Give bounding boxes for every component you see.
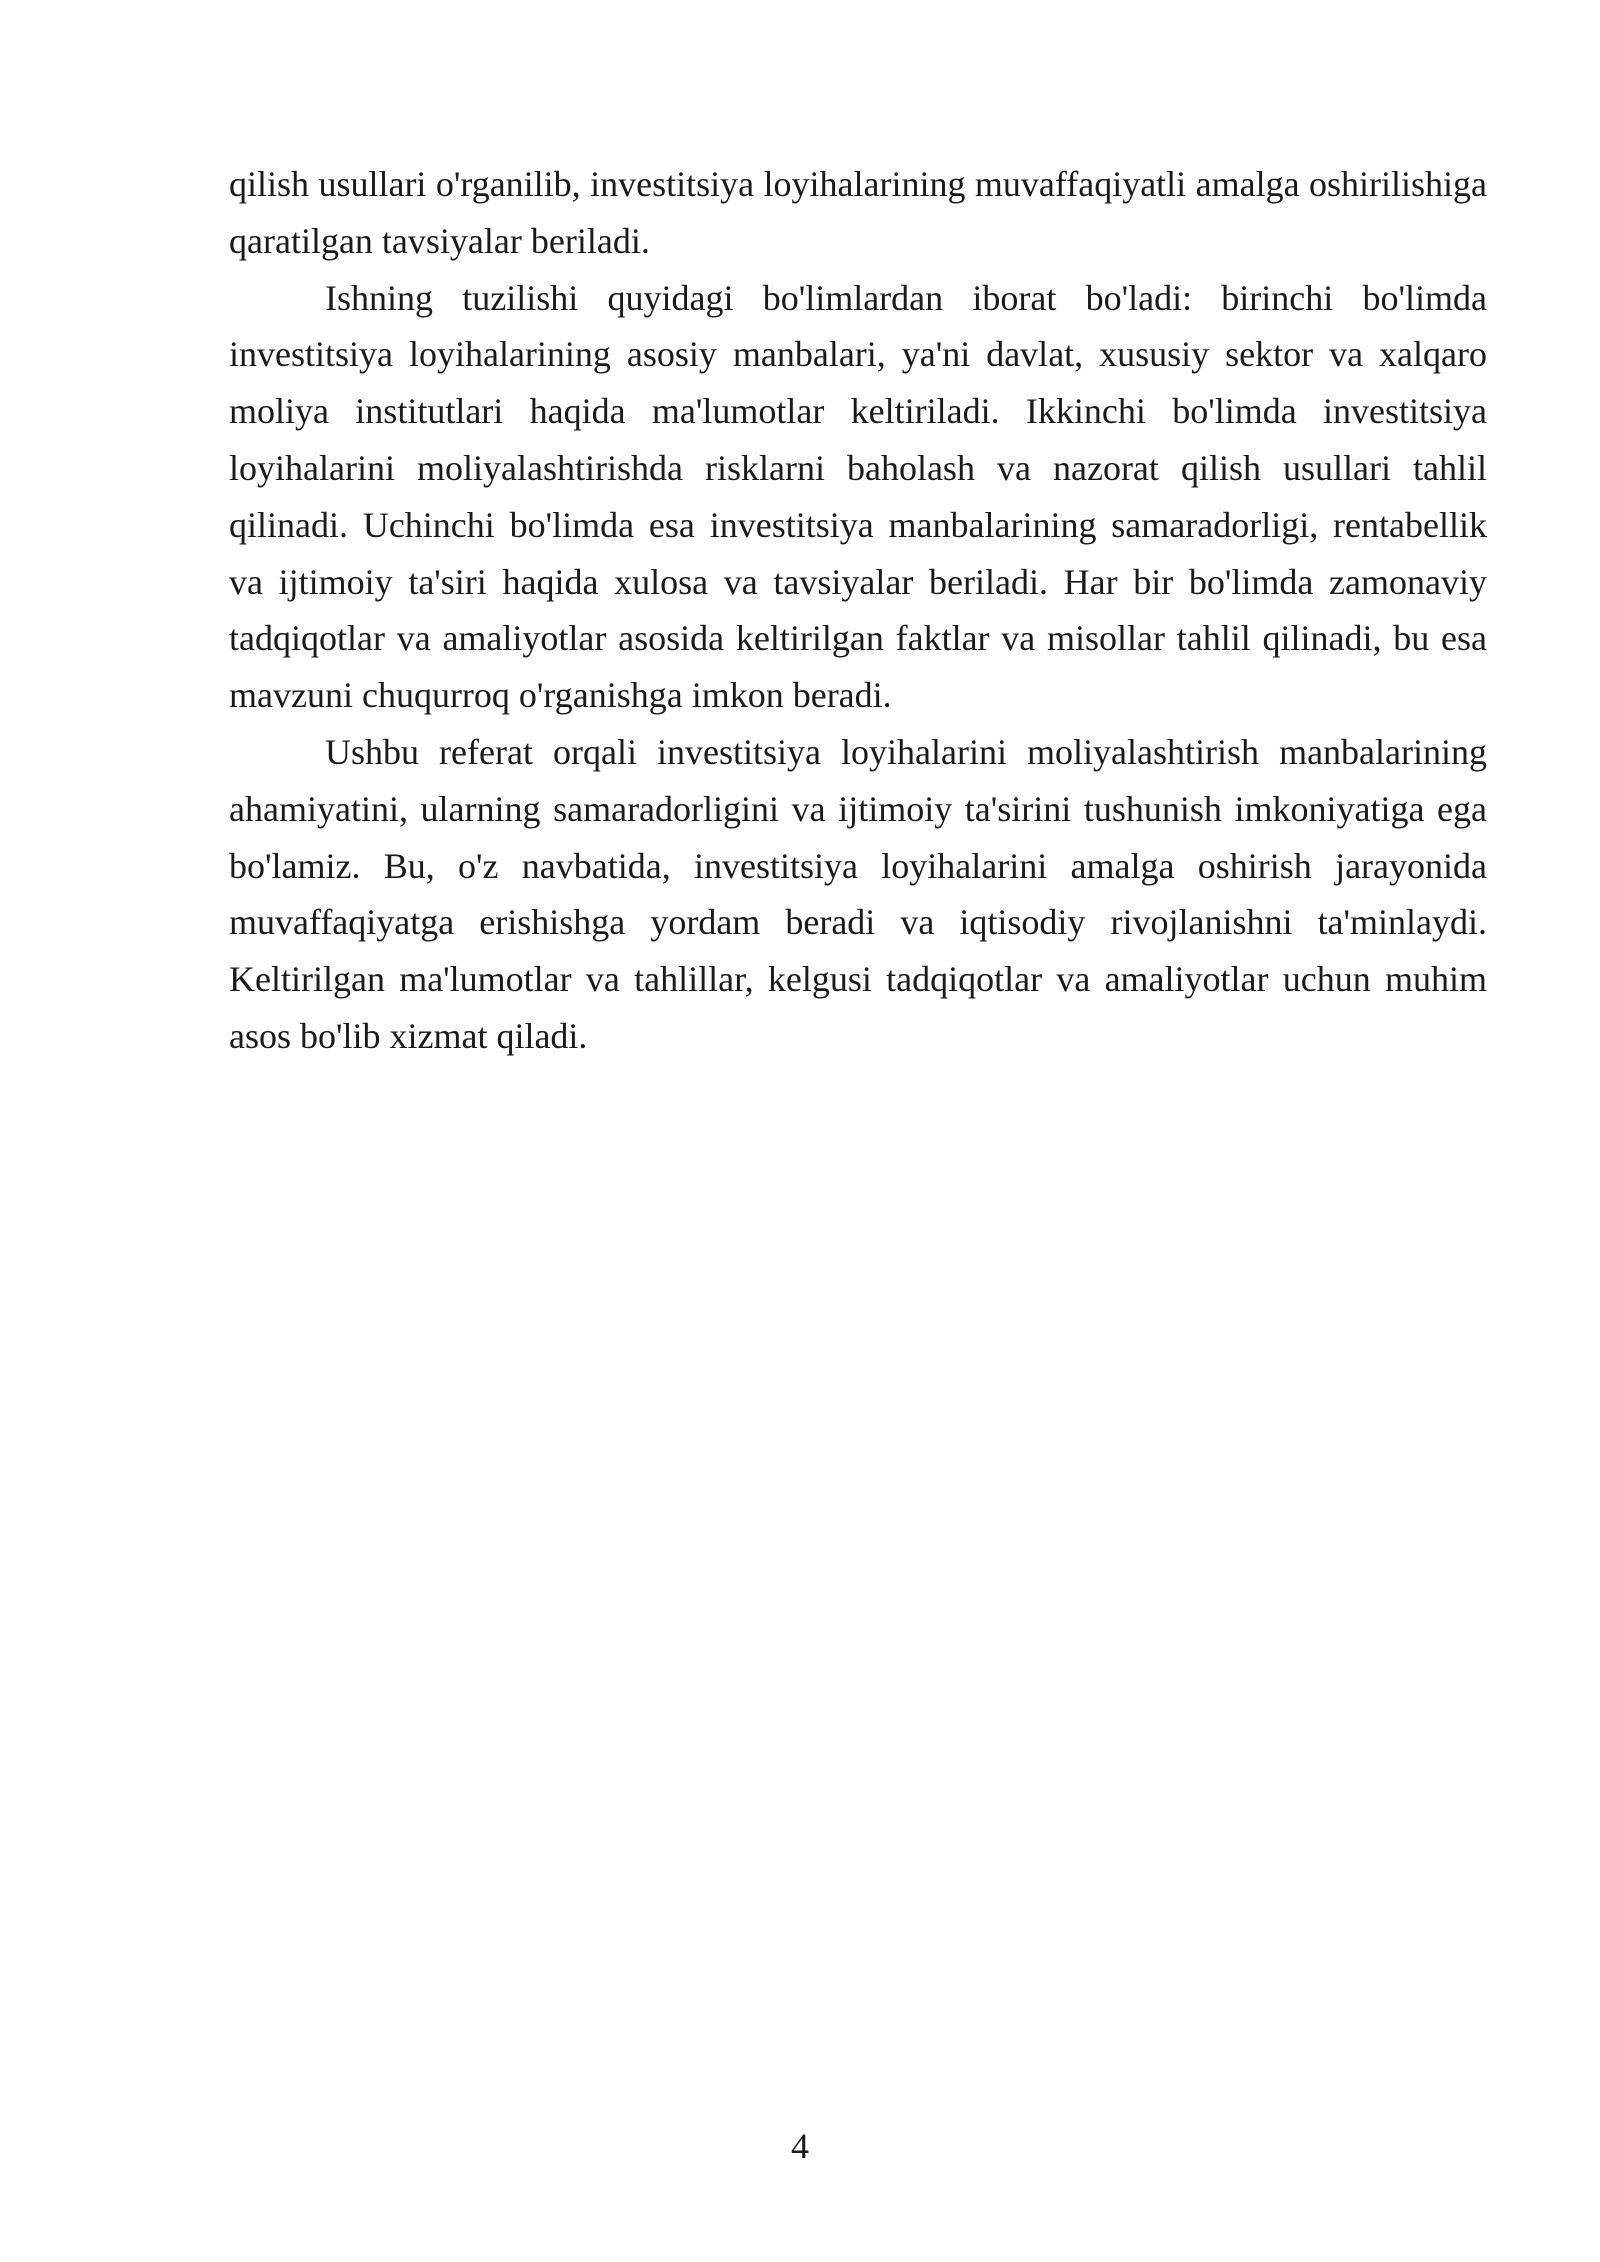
paragraph-structure: Ishning tuzilishi quyidagi bo'limlardan iborat bo'ladi: birinchi bo'limda investitsiya loyihalarining asosiy manbalari, ya'ni davlat, xususiy sektor va xalqaro moliya institutlari haqida ma'lumotlar keltiriladi. Ikkinchi bo'limda investitsiya loyihalarini moliyalashtirishda risklarni baholash va nazorat qilish usullari tahlil qilinadi. Uchinchi bo'limda esa investitsiya manbalarining samaradorligi, rentabellik va ijtimoiy ta'siri haqida xulosa va tavsiyalar beriladi. Har bir bo'limda zamonaviy tadqiqotlar va amaliyotlar asosida keltirilgan faktlar va misollar tahlil qilinadi, bu esa mavzuni chuqurroq o'rganishga imkon beradi.	[229, 277, 1487, 716]
body-text	[229, 156, 1487, 1065]
paragraph-continuation: qilish usullari o'rganilib, investitsiya loyihalarining muvaffaqiyatli amalga oshirilishiga qaratilgan tavsiyalar beriladi.	[229, 164, 1487, 261]
page-number: 4	[791, 2126, 809, 2166]
paragraph-conclusion: Ushbu referat orqali investitsiya loyihalarini moliyalashtirish manbalarining ahamiyatini, ularning samaradorligini va ijtimoiy ta'sirini tushunish imkoniyatiga ega bo'lamiz. Bu, o'z navbatida, investitsiya loyihalarini amalga oshirish jarayonida muvaffaqiyatga erishishga yordam beradi va iqtisodiy rivojlanishni ta'minlaydi. Keltirilgan ma'lumotlar va tahlillar, kelgusi tadqiqotlar va amaliyotlar uchun muhim asos bo'lib xizmat qiladi.	[229, 731, 1487, 1056]
